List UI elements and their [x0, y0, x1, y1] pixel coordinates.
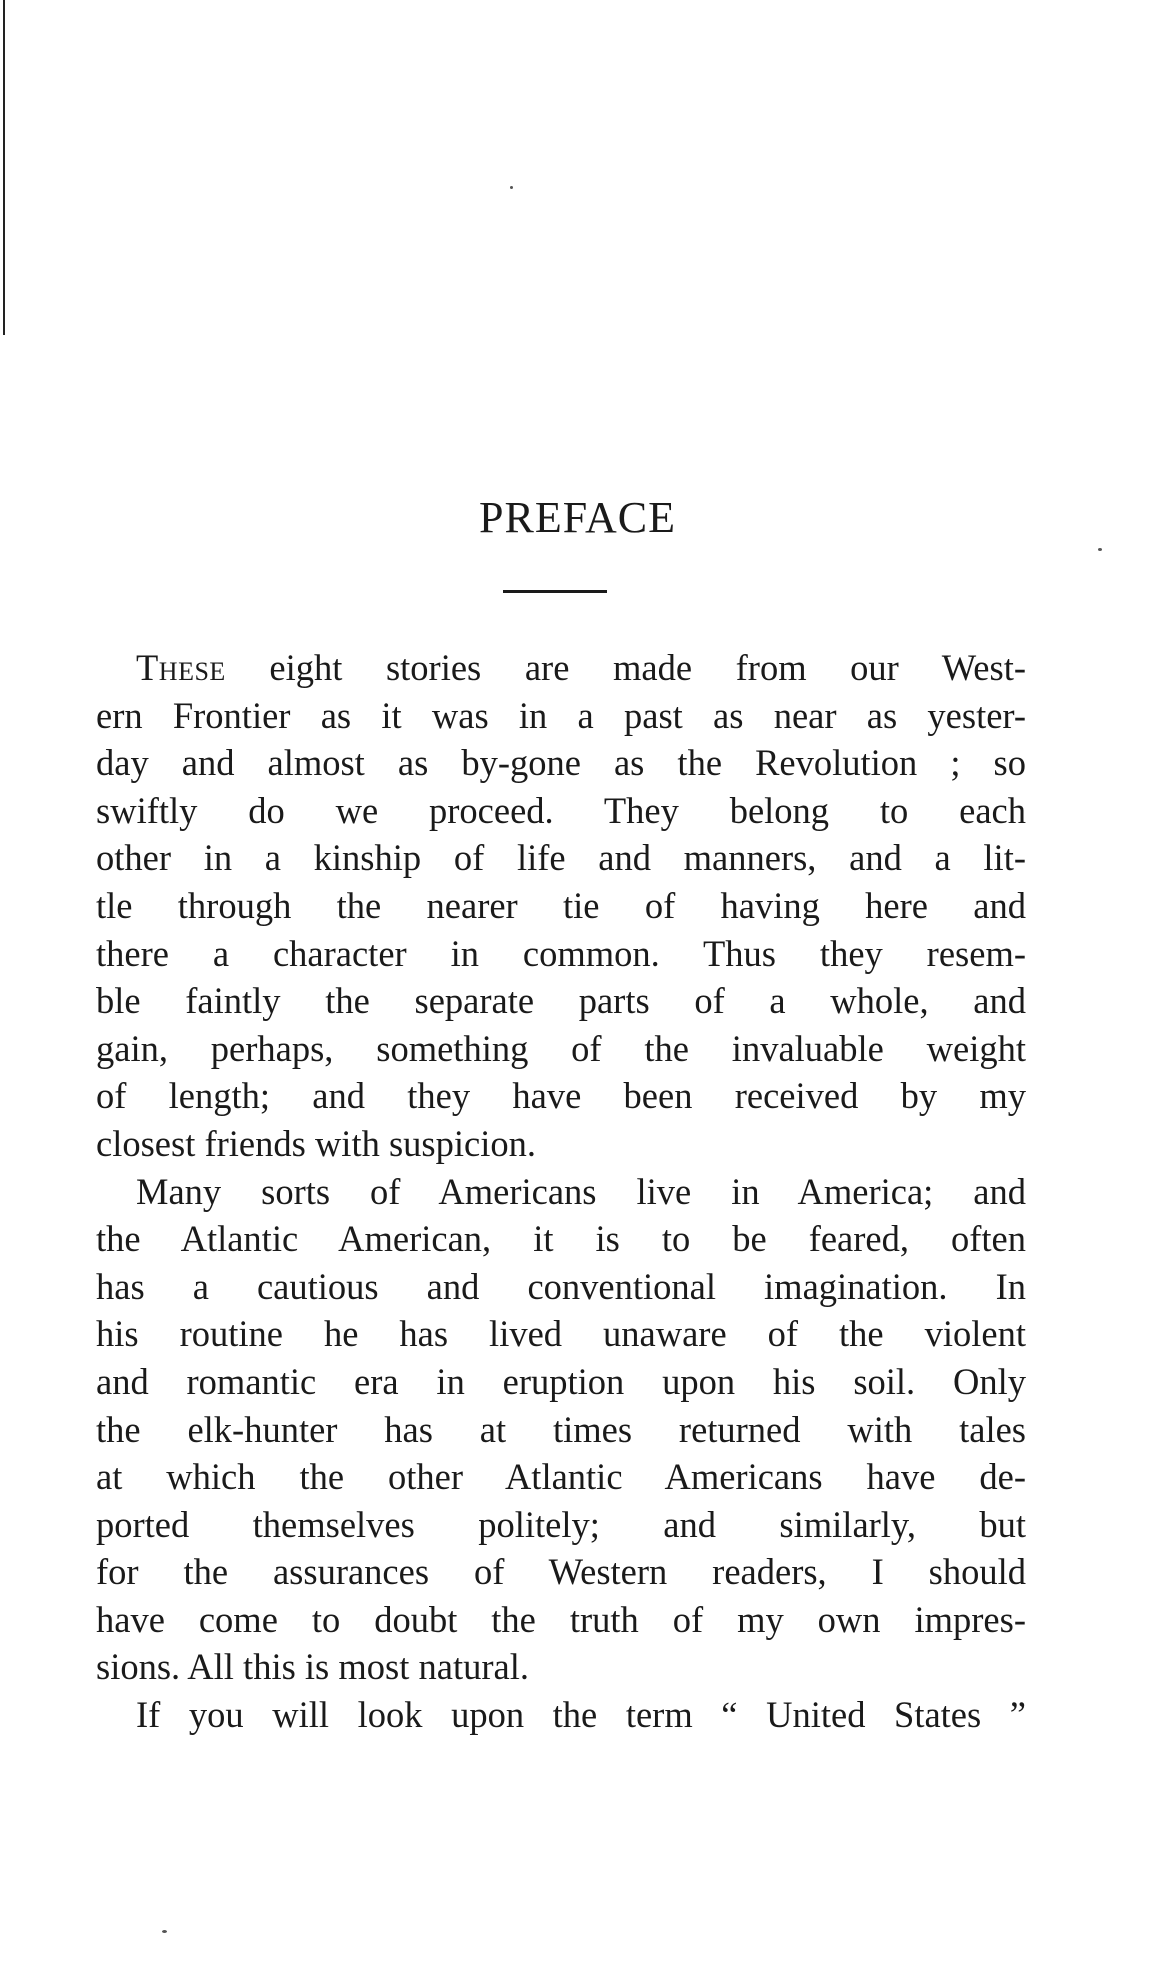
- scan-speck: [1098, 548, 1102, 551]
- scan-speck: [510, 186, 513, 189]
- paragraph-1: [96, 644, 1026, 1168]
- lead-word: These: [136, 647, 226, 688]
- text-line: day and almost as by-gone as the Revolution ; so: [96, 742, 1026, 784]
- text-line: If you will look upon the term “ United States ”: [136, 1694, 1026, 1736]
- paragraph-2: [96, 1168, 1026, 1692]
- title-rule: [503, 590, 607, 593]
- text-line: other in a kinship of life and manners, and a lit-: [96, 837, 1026, 879]
- text-line: gain, perhaps, something of the invaluable weight: [96, 1027, 1026, 1069]
- text-line: sions. All this is most natural.: [96, 1646, 529, 1688]
- text-line: ble faintly the separate parts of a whole, and: [96, 980, 1026, 1022]
- text-line: Many sorts of Americans live in America; and: [136, 1170, 1026, 1212]
- text-line: of length; and they have been received by my: [96, 1075, 1026, 1117]
- paragraph-3: [96, 1691, 1026, 1739]
- page-title: PREFACE: [479, 493, 676, 542]
- text-line: ported themselves politely; and similarly, but: [96, 1503, 1026, 1545]
- text-line: and romantic era in eruption upon his soil. Only: [96, 1360, 1026, 1402]
- text-line: swiftly do we proceed. They belong to each: [96, 789, 1026, 831]
- text-line: for the assurances of Western readers, I should: [96, 1551, 1026, 1593]
- text-line: ern Frontier as it was in a past as near as yester-: [96, 694, 1026, 736]
- text-line: has a cautious and conventional imagination. In: [96, 1265, 1026, 1307]
- text-line: These eight stories are made from our West-: [136, 647, 1026, 688]
- scan-speck: [162, 1930, 167, 1933]
- text-line: closest friends with suspicion.: [96, 1122, 536, 1164]
- scan-edge-line: [3, 0, 5, 335]
- text-line: have come to doubt the truth of my own impres-: [96, 1598, 1026, 1640]
- preface-body: [96, 644, 1026, 1739]
- text-line: tle through the nearer tie of having here and: [96, 884, 1026, 926]
- text-line: there a character in common. Thus they resem-: [96, 932, 1026, 974]
- text-line: his routine he has lived unaware of the violent: [96, 1313, 1026, 1355]
- text-line: the elk-hunter has at times returned with tales: [96, 1408, 1026, 1450]
- text-line: the Atlantic American, it is to be feared, often: [96, 1218, 1026, 1260]
- text-line: at which the other Atlantic Americans have de-: [96, 1456, 1026, 1498]
